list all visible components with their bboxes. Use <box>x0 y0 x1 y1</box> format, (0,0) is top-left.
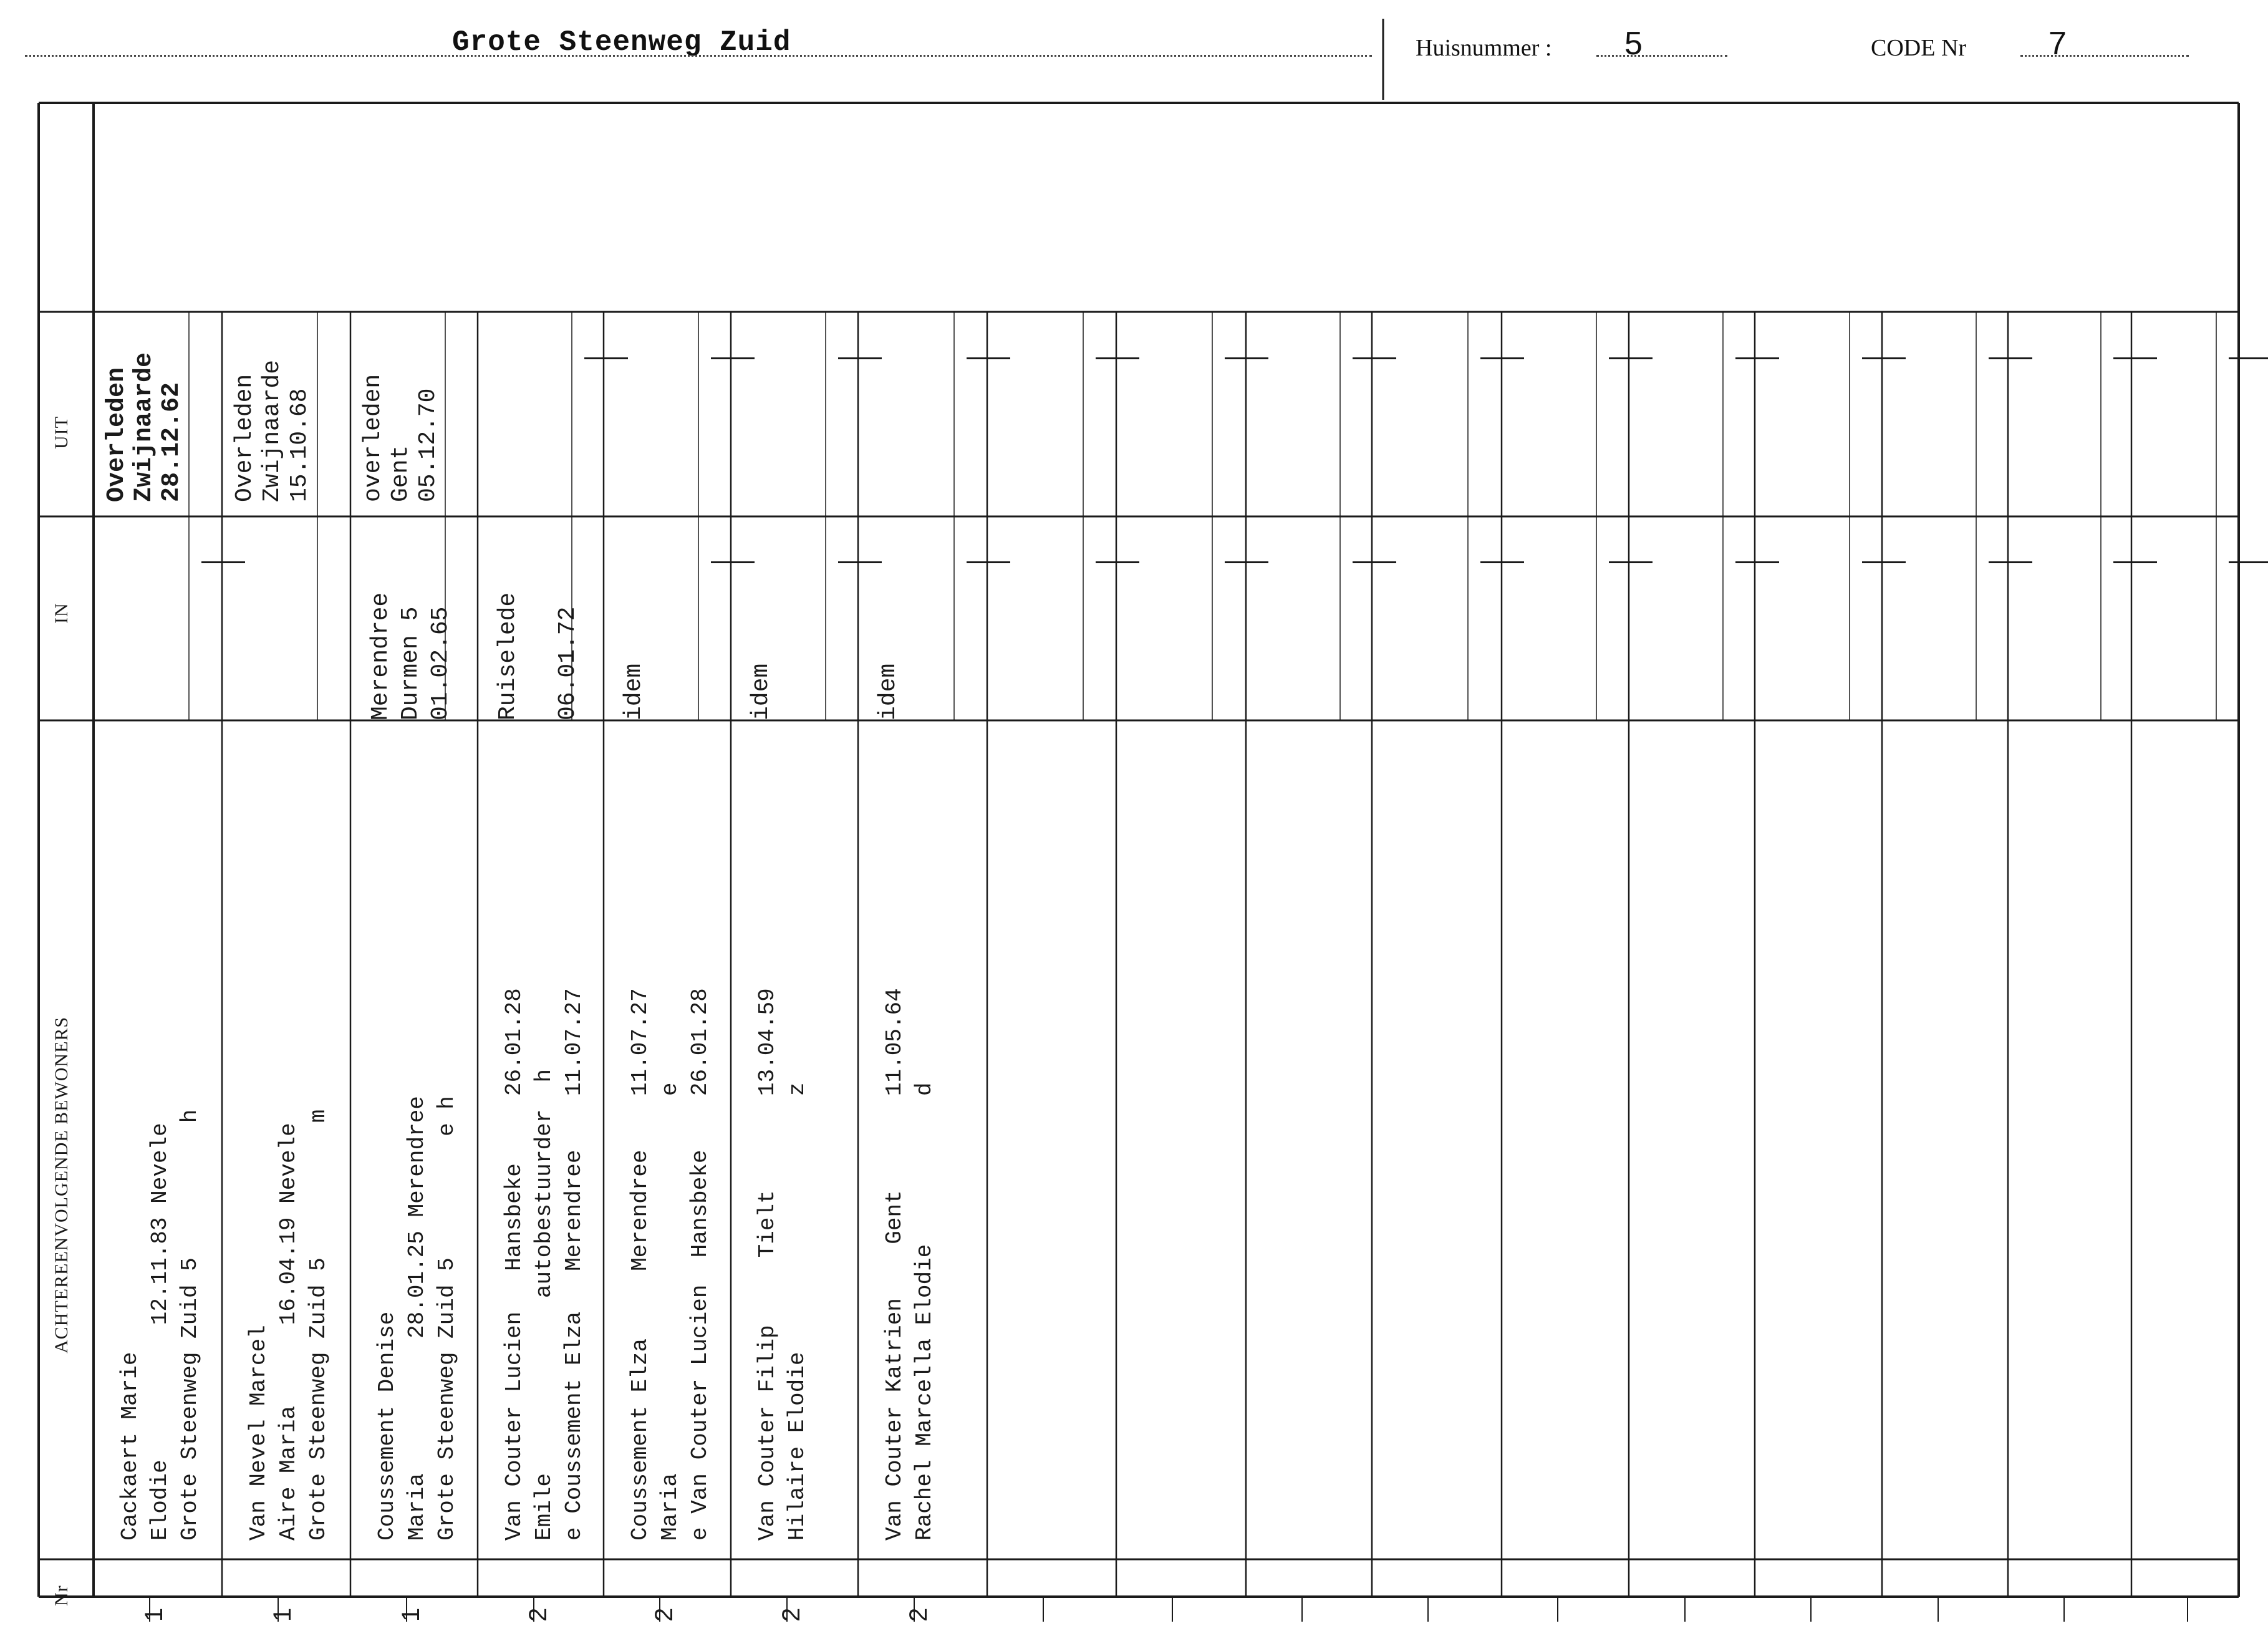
in-dash <box>838 561 882 563</box>
code-label: CODE Nr <box>1871 35 1967 61</box>
entry-nr: 2 <box>778 1607 805 1622</box>
uit-dash <box>838 357 882 359</box>
in-dash <box>1989 561 2032 563</box>
row-label-uit: UIT <box>51 416 72 449</box>
entry-nr: 2 <box>524 1607 552 1622</box>
bewoner-line: Elodie 12.11.83 Nevele <box>147 1123 173 1541</box>
uit-dash <box>1480 357 1524 359</box>
row-label-in: IN <box>51 603 72 624</box>
bewoner-line: Van Couter Katrien Gent 11.05.64 <box>882 988 907 1541</box>
bewoner-line: Coussement Denise <box>374 1311 400 1541</box>
bewoner-line: Grote Steenweg Zuid 5 e h <box>434 1096 460 1541</box>
huisnummer-label: Huisnummer : <box>1416 35 1552 61</box>
uit-dash <box>1735 357 1779 359</box>
in-line: Ruiselede <box>495 592 521 720</box>
entry-nr: 1 <box>140 1607 168 1622</box>
uit-line: 28.12.62 <box>158 382 186 502</box>
uit-line: 05.12.70 <box>415 388 442 502</box>
bewoner-line: Grote Steenweg Zuid 5 m <box>306 1109 331 1541</box>
code-value: 7 <box>2048 26 2067 62</box>
in-dash <box>1480 561 1524 563</box>
uit-line: Zwijnaarde <box>130 352 158 502</box>
in-line: Merendree <box>367 592 394 720</box>
uit-line: Overleden <box>103 367 131 502</box>
in-dash <box>1735 561 1779 563</box>
bewoner-line: Grote Steenweg Zuid 5 h <box>177 1109 203 1541</box>
entry-nr: 2 <box>905 1607 932 1622</box>
in-line: idem <box>748 663 774 720</box>
in-dash <box>2229 561 2268 563</box>
in-dash <box>1609 561 1653 563</box>
uit-line: overleden <box>360 374 387 502</box>
street-name: Grote Steenweg Zuid <box>452 26 791 59</box>
uit-dash <box>1989 357 2032 359</box>
in-line: idem <box>620 663 647 720</box>
bewoner-line: e Van Couter Lucien Hansbeke 26.01.28 <box>687 988 713 1541</box>
in-dash <box>1096 561 1139 563</box>
bewoner-line: e Coussement Elza Merendree 11.07.27 <box>561 988 587 1541</box>
uit-line: Overleden <box>231 374 258 502</box>
in-dash <box>1862 561 1906 563</box>
bewoner-line: Cackaert Marie <box>117 1352 143 1541</box>
bewoner-line: Emile autobestuurder h <box>531 1068 557 1541</box>
in-line: 06.01.72 <box>554 606 581 720</box>
uit-dash <box>1353 357 1396 359</box>
bewoner-line: Coussement Elza Merendree 11.07.27 <box>627 988 653 1541</box>
in-dash <box>967 561 1010 563</box>
uit-dash <box>1225 357 1268 359</box>
bewoner-line: Maria e <box>657 1082 683 1541</box>
in-line: idem <box>875 663 902 720</box>
uit-line: Zwijnaarde <box>259 359 286 502</box>
uit-dash <box>2229 357 2268 359</box>
uit-line: Gent <box>387 445 414 502</box>
in-dash <box>1353 561 1396 563</box>
uit-dash <box>584 357 628 359</box>
uit-dash <box>2113 357 2157 359</box>
bewoner-line: Hilaire Elodie z <box>784 1082 810 1541</box>
bewoner-line: Van Couter Lucien Hansbeke 26.01.28 <box>501 988 527 1541</box>
bewoner-line: Van Nevel Marcel <box>246 1325 271 1541</box>
in-dash <box>711 561 755 563</box>
bewoner-line: Aire Maria 16.04.19 Nevele <box>276 1123 301 1541</box>
huisnummer-value: 5 <box>1624 26 1643 62</box>
in-line: 01.02.65 <box>427 606 454 720</box>
in-line: Durmen 5 <box>397 606 424 720</box>
bewoner-line: Rachel Marcella Elodie d <box>912 1082 937 1541</box>
bewoner-line: Maria 28.01.25 Merendree <box>404 1096 430 1541</box>
in-dash <box>1225 561 1268 563</box>
in-dash <box>2113 561 2157 563</box>
bewoner-line: Van Couter Filip Tielt 13.04.59 <box>755 988 780 1541</box>
in-dash <box>201 561 245 563</box>
uit-dash <box>711 357 755 359</box>
row-label-nr: Nr <box>51 1585 72 1606</box>
uit-dash <box>1609 357 1653 359</box>
row-label-bewoners: ACHTEREENVOLGENDE BEWONERS <box>51 1016 72 1353</box>
uit-line: 15.10.68 <box>286 388 313 502</box>
entry-nr: 2 <box>650 1607 678 1622</box>
uit-dash <box>967 357 1010 359</box>
entry-nr: 1 <box>397 1607 425 1622</box>
uit-dash <box>1096 357 1139 359</box>
entry-nr: 1 <box>269 1607 296 1622</box>
uit-dash <box>1862 357 1906 359</box>
